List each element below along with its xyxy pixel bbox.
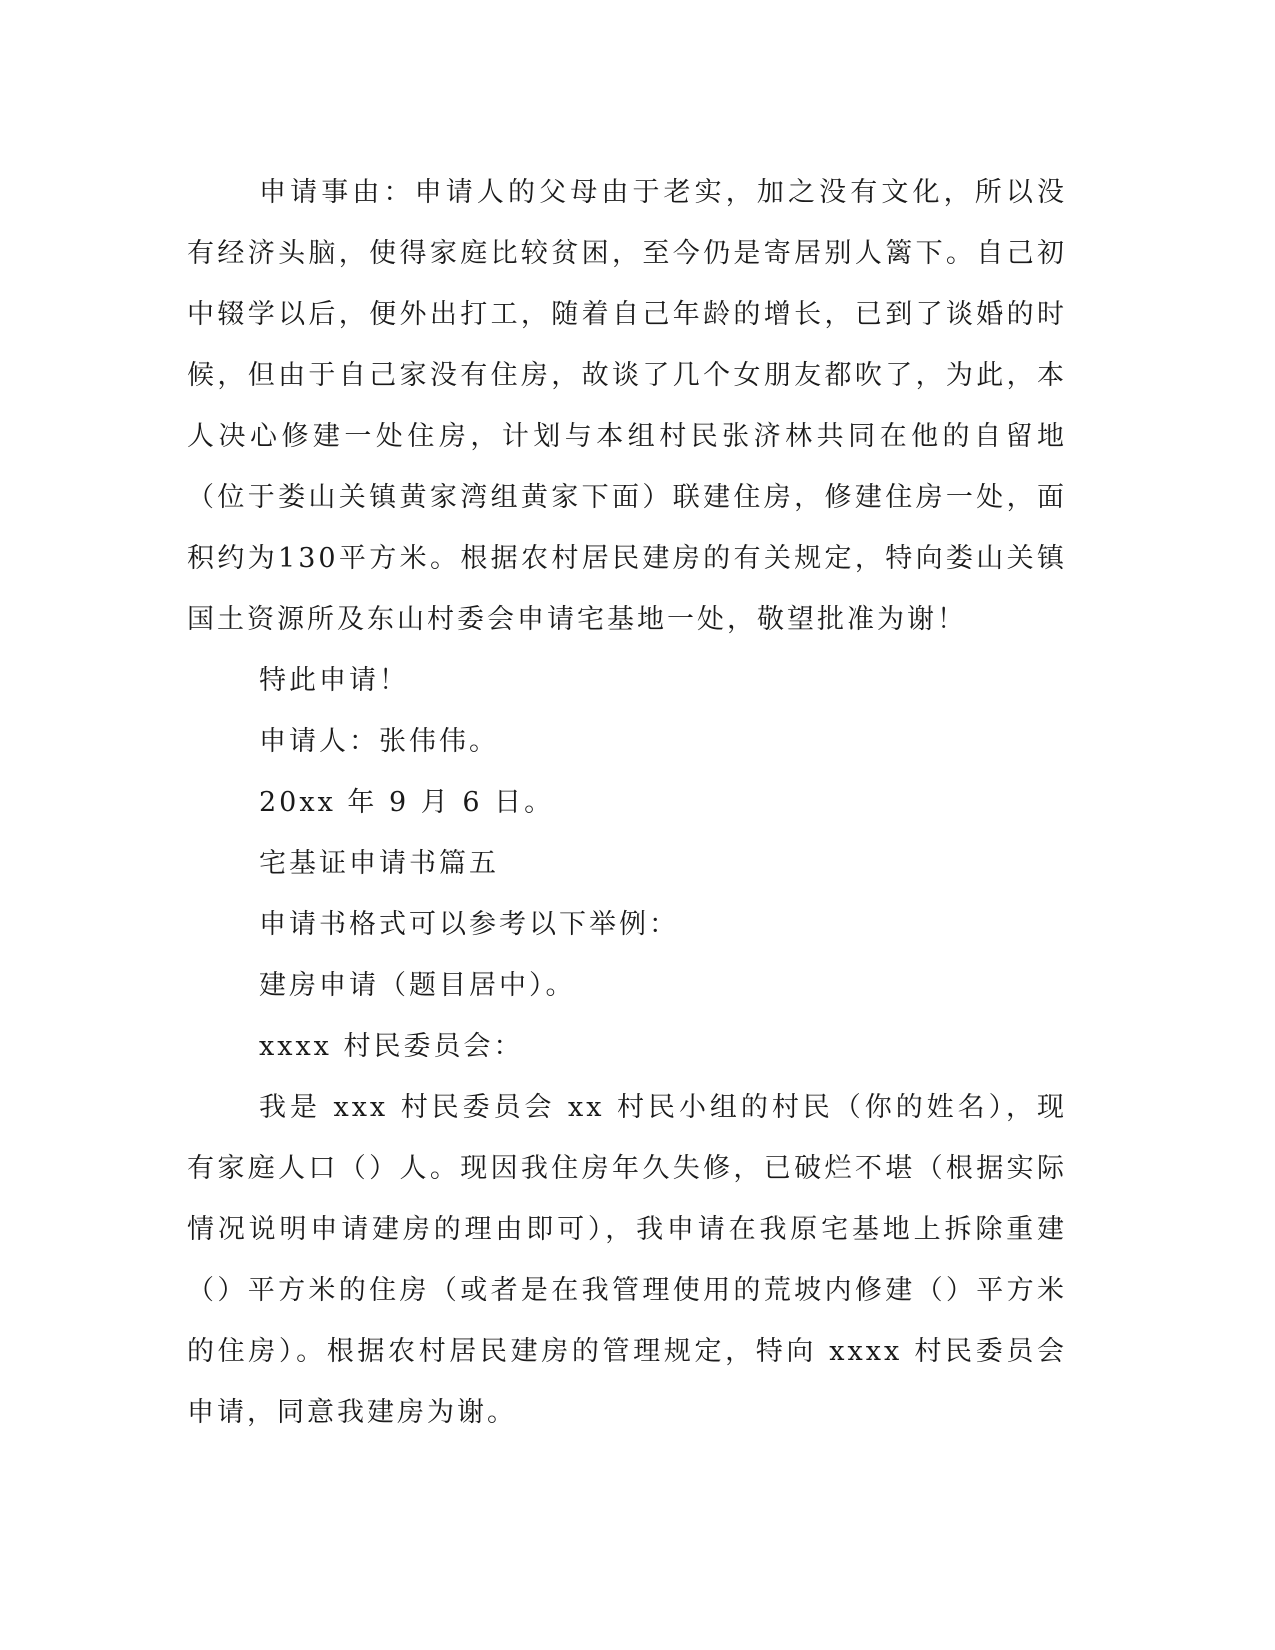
paragraph-sample-body: 我是 xxx 村民委员会 xx 村民小组的村民（你的姓名），现有家庭人口（）人。现因我住房年久失修，已破烂不堪（根据实际情况说明申请建房的理由即可），我申请在我原宅基地上拆除重建（）平方米的住房（或者是在我管理使用的荒坡内修建（）平方米的住房）。根据农村居民建房的管理规定，特向 xxxx 村民委员会申请，同意我建房为谢。 (187, 1092, 1067, 1428)
paragraph-reason: 申请事由：申请人的父母由于老实，加之没有文化，所以没有经济头脑，使得家庭比较贫困，至今仍是寄居别人篱下。自己初中辍学以后，便外出打工，随着自己年龄的增长，已到了谈婚的时候，但由于自己家没有住房，故谈了几个女朋友都吹了，为此，本人决心修建一处住房，计划与本组村民张济林共同在他的自留地（位于娄山关镇黄家湾组黄家下面）联建住房，修建住房一处，面积约为130平方米。根据农村居民建房的有关规定，特向娄山关镇国土资源所及东山村委会申请宅基地一处，敬望批准为谢！ (187, 177, 1067, 635)
document-body (187, 162, 1067, 1443)
paragraph-closing: 特此申请！ (259, 665, 409, 696)
paragraph-applicant: 申请人：张伟伟。 (259, 726, 499, 757)
paragraph-format-intro: 申请书格式可以参考以下举例： (259, 909, 679, 940)
paragraph-date: 20xx 年 9 月 6 日。 (259, 787, 555, 818)
section-heading: 宅基证申请书篇五 (259, 848, 499, 879)
paragraph-salutation: xxxx 村民委员会： (259, 1031, 524, 1062)
paragraph-sample-title: 建房申请（题目居中）。 (259, 970, 576, 1001)
